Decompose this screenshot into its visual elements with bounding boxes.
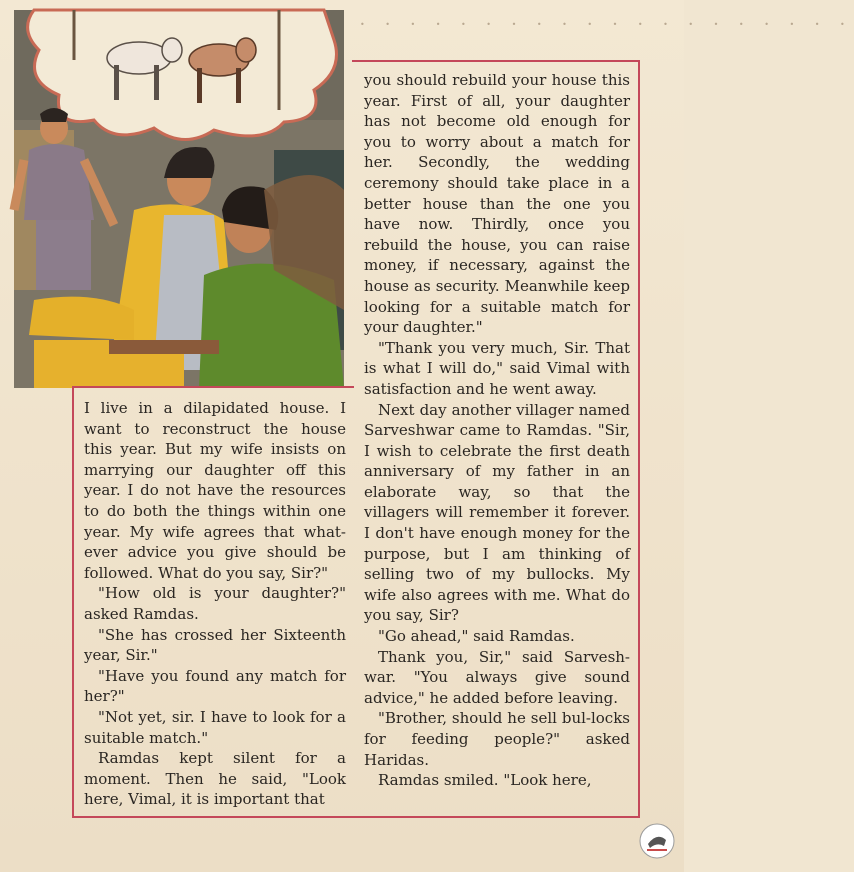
paragraph: Ramdas smiled. "Look here,	[378, 771, 592, 790]
story-illustration	[14, 10, 344, 388]
paragraph: "Have you found any match for her?"	[84, 666, 346, 706]
paragraph: Thank you, Sir," said Sarvesh-war. "You always give sound advice," he added before leaving.	[364, 647, 630, 707]
paragraph: "Thank you very much, Sir. That is what I will do," said Vimal with satisfaction and he went away.	[364, 338, 630, 398]
paragraph: Next day another villager named Sarveshwar came to Ramdas. "Sir, I wish to celebrate the first death anniversary of my father in an elaborate way, so that the villagers will remember it forever. I don't have enough money for the purpose, but I am thinking of selling two of my bullocks. My wife also agrees with me. What do you say, Sir?	[364, 400, 630, 625]
paragraph: "How old is your daughter?" asked Ramdas.	[84, 584, 346, 623]
paragraph: "She has crossed her Sixteenth year, Sir."	[84, 625, 346, 665]
paragraph: "Not yet, sir. I have to look for a suitable match."	[84, 707, 346, 747]
paragraph: Ramdas kept silent for a moment. Then he said, "Look here, Vimal, it is important that	[84, 749, 346, 809]
left-text-column	[84, 398, 346, 810]
paragraph: you should rebuild your house this year. First of all, your daughter has not become old enough for you to worry about a match for her. Secondly, the wedding ceremony should take place in a better house than the one you have now. Thirdly, once you rebuild the house, you can raise money, if necessary, against the house as security. Meanwhile keep looking for a suitable match for your daughter."	[364, 71, 630, 337]
illustration-scene	[14, 10, 344, 388]
paragraph: I live in a dilapidated house. I want to reconstruct the house this year. But my wife insists on marrying our daughter off this year. I do not have the resources to do both the things within one year. My wife agrees that what-ever advice you give should be followed. What do you say, Sir?"	[84, 399, 346, 582]
paragraph: "Brother, should he sell bul-locks for feeding people?" asked Haridas.	[364, 709, 630, 769]
paragraph: "Go ahead," said Ramdas.	[378, 627, 575, 646]
decorative-dots: • • • • • • • • • • • • • • • • • • • •	[360, 20, 854, 29]
right-text-column	[364, 70, 630, 791]
scanner-logo-icon	[638, 822, 676, 860]
